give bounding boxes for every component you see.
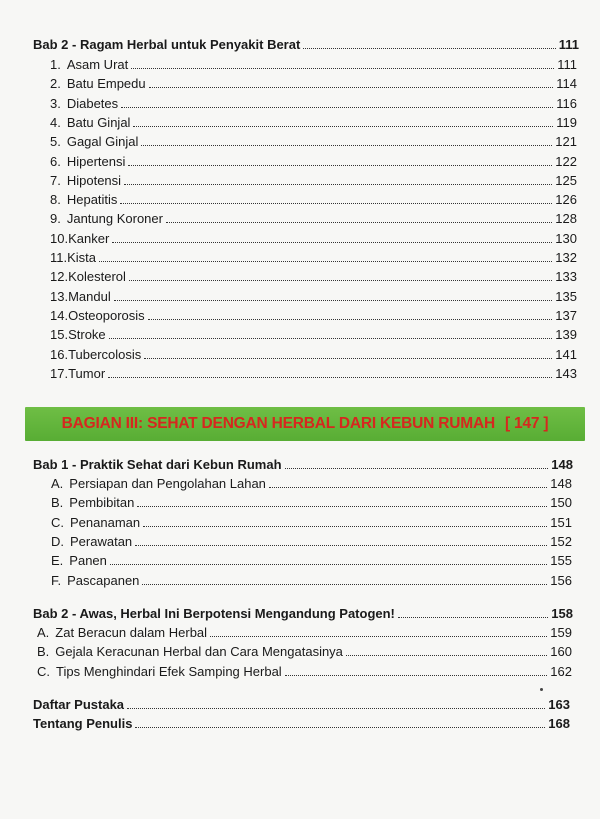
toc-entry-text: Hipotensi — [66, 172, 122, 188]
dot-leader — [109, 338, 553, 339]
toc-entry-label — [50, 250, 96, 266]
dot-leader — [128, 165, 552, 166]
dot-leader — [133, 126, 553, 127]
toc-page-number: 130 — [555, 230, 577, 246]
banner-page-number: [ 147 ] — [504, 415, 549, 432]
toc-page-number: 158 — [551, 606, 573, 621]
dot-leader — [166, 222, 552, 223]
toc-entry-label — [37, 625, 207, 641]
toc-page-number: 133 — [555, 269, 577, 285]
dot-leader — [141, 145, 552, 146]
toc-entry-number: 2. — [50, 76, 61, 92]
toc-entry-label — [50, 211, 163, 227]
toc-entry-text: Pascapanen — [67, 572, 140, 588]
toc-page-number: 160 — [550, 644, 572, 660]
toc-page-number: 111 — [558, 37, 579, 52]
toc-page-number: 148 — [550, 476, 572, 491]
dot-leader — [112, 242, 552, 243]
dot-leader — [285, 468, 549, 469]
dot-leader — [142, 584, 547, 585]
toc-entry-number: E. — [51, 553, 64, 569]
toc-entry[interactable] — [50, 269, 577, 285]
toc-entry-text: Tumor — [68, 365, 106, 381]
toc-entry[interactable] — [51, 534, 572, 550]
dot-leader — [135, 727, 545, 728]
toc-entry[interactable] — [50, 115, 577, 131]
toc-page-number: 135 — [555, 288, 577, 304]
toc-entry-text: Tubercolosis — [68, 346, 142, 362]
toc-heading-bab2[interactable] — [33, 37, 579, 53]
toc-entry[interactable] — [50, 347, 577, 363]
toc-entry-label — [50, 327, 106, 343]
toc-entry-number: 15. — [50, 327, 69, 343]
toc-heading-label: Bab 1 - Praktik Sehat dari Kebun Rumah — [33, 457, 282, 472]
toc-page-number: 119 — [556, 114, 577, 130]
dot-leader — [398, 617, 548, 618]
toc-entry[interactable] — [51, 476, 572, 492]
toc-entry-text: Gejala Keracunan Herbal dan Cara Mengatasinya — [55, 644, 343, 660]
toc-heading-label: Bab 2 - Awas, Herbal Ini Berpotensi Mengandung Patogen! — [33, 606, 395, 621]
toc-entry-number: 11. — [50, 250, 68, 265]
dot-leader — [120, 203, 552, 204]
toc-entry-label — [51, 476, 266, 492]
toc-entry-text: Batu Ginjal — [66, 114, 131, 130]
toc-page-number: 156 — [550, 572, 572, 588]
toc-entry-label — [51, 553, 107, 569]
toc-entry-number: 14. — [50, 307, 69, 323]
toc-page-number: 122 — [555, 153, 577, 169]
dot-leader — [131, 68, 554, 69]
toc-entry-text: Asam Urat — [66, 57, 129, 72]
toc-entry-number: C. — [51, 514, 64, 530]
toc-entry-label — [50, 308, 145, 324]
toc-entry-text: Jantung Koroner — [66, 211, 163, 227]
toc-entry-number: 17. — [50, 365, 69, 381]
dot-leader — [148, 319, 553, 320]
toc-entry-label — [37, 664, 282, 680]
toc-entry[interactable] — [50, 327, 577, 343]
toc-entry-text: Gagal Ginjal — [66, 134, 139, 150]
dot-leader — [135, 545, 547, 546]
dot-leader — [210, 636, 547, 637]
toc-entry[interactable] — [50, 154, 577, 170]
toc-page-number: 168 — [548, 716, 570, 731]
dot-leader — [269, 487, 547, 488]
toc-page-number: 150 — [550, 495, 572, 511]
toc-entry-text: Perawatan — [70, 533, 133, 549]
toc-page-number: 155 — [550, 553, 572, 569]
toc-page-number: 116 — [556, 95, 577, 111]
toc-entry-number: D. — [51, 533, 64, 549]
toc-entry[interactable] — [50, 173, 577, 189]
ink-speck — [540, 688, 543, 691]
toc-entry-text: Penanaman — [70, 514, 141, 530]
dot-leader — [137, 506, 547, 507]
toc-entry[interactable] — [51, 553, 572, 569]
toc-entry-number: 6. — [50, 153, 61, 169]
dot-leader — [285, 675, 548, 676]
toc-entry-label — [51, 534, 132, 550]
toc-entry-text: Pembibitan — [69, 495, 135, 511]
toc-page-number: 132 — [555, 250, 577, 265]
toc-entry-label — [50, 366, 105, 382]
toc-entry-label — [50, 154, 125, 170]
toc-page-number: 125 — [555, 172, 577, 188]
toc-entry-number: 8. — [50, 192, 61, 208]
toc-page-number: 114 — [556, 76, 577, 92]
toc-page-number: 163 — [548, 697, 570, 712]
toc-heading-bab1[interactable] — [33, 457, 573, 473]
toc-entry-number: F. — [51, 572, 62, 588]
toc-entry-text: Kista — [67, 250, 97, 265]
toc-entry-label — [51, 495, 134, 511]
dot-leader — [143, 526, 547, 527]
toc-entry-label — [50, 76, 146, 92]
toc-page-number: 137 — [555, 307, 577, 323]
toc-page-number: 148 — [551, 457, 573, 472]
toc-entry[interactable] — [50, 192, 577, 208]
toc-entry-number: 12. — [50, 269, 69, 285]
toc-entry-text: Panen — [69, 553, 107, 569]
toc-entry[interactable] — [50, 231, 577, 247]
toc-heading-label: Tentang Penulis — [33, 716, 133, 731]
toc-page-number: 151 — [550, 514, 572, 530]
toc-entry-label — [50, 96, 118, 112]
toc-page-number: 121 — [555, 134, 577, 150]
toc-entry-label — [50, 173, 121, 189]
toc-entry[interactable] — [51, 495, 572, 511]
toc-entry-text: Hepatitis — [66, 192, 118, 208]
toc-entry[interactable] — [50, 211, 577, 227]
banner-title: BAGIAN III: SEHAT DENGAN HERBAL DARI KEBUN RUMAH — [61, 415, 495, 432]
toc-page-number: 143 — [555, 365, 577, 381]
toc-entry-text: Batu Empedu — [66, 76, 146, 92]
section-banner — [25, 407, 585, 441]
toc-entry-label — [50, 192, 117, 208]
toc-entry-label — [50, 269, 126, 285]
toc-entry-text: Diabetes — [66, 95, 119, 111]
dot-leader — [144, 358, 552, 359]
toc-entry[interactable] — [51, 573, 572, 589]
toc-entry-number: 1. — [50, 57, 61, 72]
toc-entry[interactable] — [37, 625, 572, 641]
toc-page-number: 159 — [550, 625, 572, 640]
toc-page-number: 162 — [550, 663, 572, 679]
toc-page-number: 126 — [555, 192, 577, 208]
toc-entry-text: Osteoporosis — [68, 307, 145, 323]
toc-entry-label — [37, 644, 343, 660]
toc-entry-number: 5. — [50, 134, 61, 150]
toc-entry-label — [50, 289, 111, 305]
toc-entry-text: Mandul — [68, 288, 111, 304]
toc-entry-label — [50, 57, 128, 73]
dot-leader — [303, 48, 555, 49]
toc-heading-label: Bab 2 - Ragam Herbal untuk Penyakit Berat — [33, 37, 301, 52]
toc-entry-text: Kolesterol — [68, 269, 126, 285]
toc-entry[interactable] — [37, 664, 572, 680]
dot-leader — [149, 87, 554, 88]
dot-leader — [99, 261, 552, 262]
toc-entry-text: Zat Beracun dalam Herbal — [55, 625, 208, 640]
dot-leader — [124, 184, 552, 185]
toc-entry-label — [51, 573, 139, 589]
toc-entry-number: 7. — [50, 172, 61, 188]
dot-leader — [346, 655, 547, 656]
toc-entry-label — [51, 515, 140, 531]
toc-entry-label — [50, 231, 109, 247]
toc-entry-number: 3. — [50, 95, 61, 111]
toc-entry-number: A. — [37, 625, 50, 640]
toc-entry-number: B. — [51, 495, 64, 511]
toc-entry[interactable] — [37, 644, 572, 660]
toc-tentang-penulis[interactable] — [33, 716, 570, 732]
toc-entry-number: 4. — [50, 114, 61, 130]
toc-entry-text: Hipertensi — [66, 153, 126, 169]
toc-entry[interactable] — [51, 515, 572, 531]
toc-page-number: 111 — [557, 57, 577, 72]
dot-leader — [114, 300, 553, 301]
dot-leader — [127, 708, 545, 709]
toc-entry[interactable] — [50, 134, 577, 150]
dot-leader — [108, 377, 552, 378]
dot-leader — [110, 564, 547, 565]
toc-entry-label — [50, 134, 138, 150]
toc-entry-label — [50, 347, 141, 363]
toc-entry-number: 16. — [50, 346, 69, 362]
toc-entry[interactable] — [50, 289, 577, 305]
toc-daftar-pustaka[interactable] — [33, 697, 570, 713]
toc-entry[interactable] — [50, 250, 577, 266]
toc-entry-number: A. — [51, 476, 64, 491]
toc-entry-number: 13. — [50, 288, 69, 304]
toc-entry-text: Stroke — [68, 327, 106, 343]
dot-leader — [129, 280, 552, 281]
toc-entry-text: Kanker — [68, 230, 110, 246]
toc-entry[interactable] — [50, 96, 577, 112]
toc-entry[interactable] — [50, 308, 577, 324]
toc-entry-number: B. — [37, 644, 50, 660]
toc-page-number: 128 — [555, 211, 577, 227]
toc-entry-number: 10. — [50, 230, 69, 246]
toc-entry-text: Tips Menghindari Efek Samping Herbal — [56, 663, 282, 679]
toc-heading-label: Daftar Pustaka — [33, 697, 125, 712]
toc-page-number: 141 — [555, 346, 577, 362]
toc-entry-number: 9. — [50, 211, 61, 227]
toc-entry[interactable] — [50, 57, 577, 73]
toc-entry-text: Persiapan dan Pengolahan Lahan — [69, 476, 266, 491]
dot-leader — [121, 107, 553, 108]
toc-page-number: 152 — [550, 533, 572, 549]
toc-page-number: 139 — [555, 327, 577, 343]
toc-entry-label — [50, 115, 130, 131]
toc-entry-number: C. — [37, 663, 50, 679]
toc-heading-bab2-patogen[interactable] — [33, 606, 573, 622]
toc-entry[interactable] — [50, 76, 577, 92]
toc-entry[interactable] — [50, 366, 577, 382]
